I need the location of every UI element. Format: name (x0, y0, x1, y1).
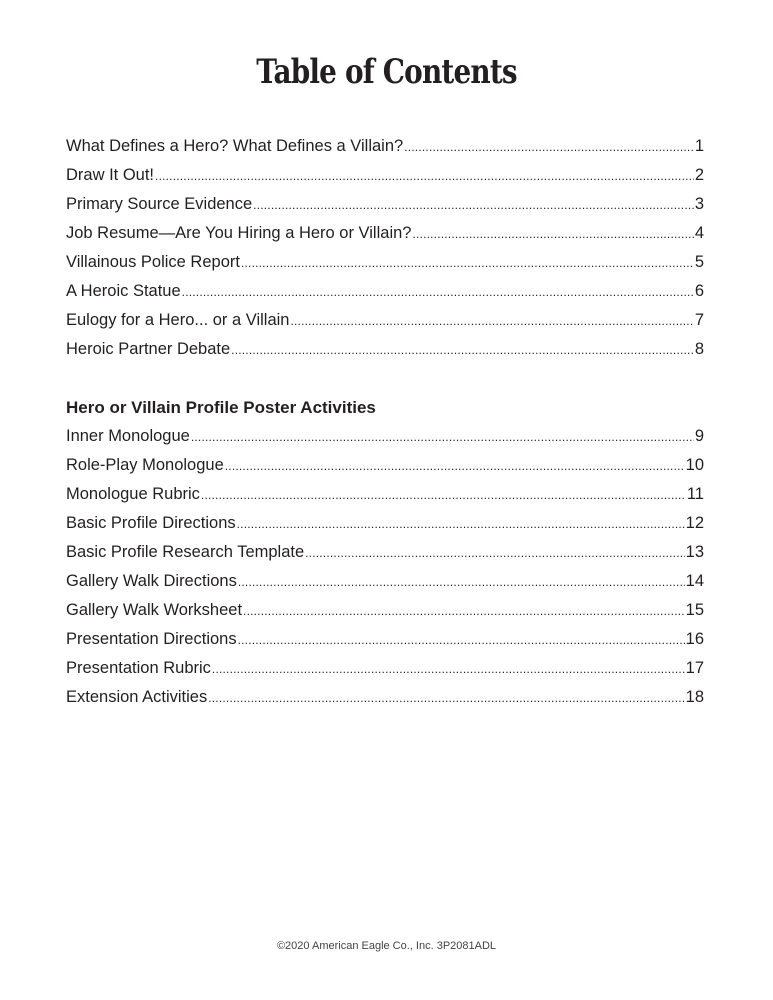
toc-entry-label: Heroic Partner Debate (66, 340, 231, 358)
dot-leader (155, 169, 694, 183)
toc-entry[interactable] (66, 572, 704, 601)
toc-entry-page: 15 (685, 601, 704, 619)
toc-entry-label: Gallery Walk Directions (66, 572, 237, 590)
toc-entry-label: Job Resume—Are You Hiring a Hero or Villain? (66, 224, 412, 242)
toc-entry[interactable] (66, 514, 704, 543)
toc-entry-page: 1 (694, 137, 704, 155)
toc-entry-page: 17 (685, 659, 704, 677)
toc-entry[interactable] (66, 659, 704, 688)
copyright-footer: ©2020 American Eagle Co., Inc. 3P2081ADL (276, 940, 497, 952)
dot-leader (241, 256, 694, 270)
toc-entry-page: 16 (685, 630, 704, 648)
toc-entry[interactable] (66, 485, 704, 514)
toc-entry[interactable] (66, 282, 704, 311)
dot-leader (412, 227, 693, 241)
dot-leader (238, 633, 685, 647)
toc-entry-page: 6 (694, 282, 704, 300)
toc-entry-page: 7 (694, 311, 704, 329)
dot-leader (243, 604, 685, 618)
toc-entry[interactable] (66, 137, 704, 166)
toc-entry-label: Eulogy for a Hero... or a Villain (66, 311, 290, 329)
toc-entry[interactable] (66, 427, 704, 456)
dot-leader (182, 285, 694, 299)
toc-entry[interactable] (66, 311, 704, 340)
dot-leader (290, 314, 693, 328)
toc-entry-label: Presentation Directions (66, 630, 237, 648)
toc-entry-label: Primary Source Evidence (66, 195, 253, 213)
dot-leader (238, 575, 685, 589)
toc-entry-page: 14 (685, 572, 704, 590)
toc-entry[interactable] (66, 195, 704, 224)
toc-entry-page: 18 (685, 688, 704, 706)
toc-entry-label: Gallery Walk Worksheet (66, 601, 243, 619)
toc-entry-page: 12 (685, 514, 704, 532)
toc-entry-label: Monologue Rubric (66, 485, 200, 503)
toc-entry-page: 8 (694, 340, 704, 358)
toc-list-section (66, 427, 704, 717)
dot-leader (208, 691, 684, 705)
dot-leader (237, 517, 685, 531)
toc-entry-page: 2 (694, 166, 704, 184)
toc-entry[interactable] (66, 630, 704, 659)
toc-entry[interactable] (66, 688, 704, 717)
toc-entry-page: 3 (694, 195, 704, 213)
dot-leader (253, 198, 694, 212)
toc-entry-label: Presentation Rubric (66, 659, 211, 677)
section-heading: Hero or Villain Profile Poster Activities (66, 398, 376, 417)
toc-entry-page: 5 (694, 253, 704, 271)
dot-leader (404, 140, 694, 154)
toc-entry-label: Basic Profile Directions (66, 514, 236, 532)
dot-leader (225, 459, 685, 473)
dot-leader (231, 343, 694, 357)
toc-entry[interactable] (66, 166, 704, 195)
toc-entry-label: Role-Play Monologue (66, 456, 224, 474)
toc-entry-page: 9 (694, 427, 704, 445)
toc-entry[interactable] (66, 224, 704, 253)
toc-entry-label: Extension Activities (66, 688, 208, 706)
toc-entry[interactable] (66, 340, 704, 369)
dot-leader (201, 488, 686, 502)
toc-entry-label: Inner Monologue (66, 427, 190, 445)
toc-entry-page: 11 (686, 485, 704, 503)
toc-entry-page: 10 (685, 456, 704, 474)
toc-entry-label: Basic Profile Research Template (66, 543, 305, 561)
toc-entry[interactable] (66, 601, 704, 630)
toc-entry-label: Draw It Out! (66, 166, 155, 184)
dot-leader (191, 430, 694, 444)
toc-entry-page: 4 (694, 224, 704, 242)
dot-leader (305, 546, 685, 560)
toc-entry[interactable] (66, 253, 704, 282)
toc-entry-label: What Defines a Hero? What Defines a Villain? (66, 137, 404, 155)
dot-leader (212, 662, 685, 676)
toc-entry-label: Villainous Police Report (66, 253, 240, 271)
toc-entry[interactable] (66, 456, 704, 485)
toc-entry-page: 13 (685, 543, 704, 561)
toc-entry[interactable] (66, 543, 704, 572)
toc-entry-label: A Heroic Statue (66, 282, 181, 300)
toc-list-main (66, 137, 704, 369)
page-title: Table of Contents (256, 52, 517, 92)
